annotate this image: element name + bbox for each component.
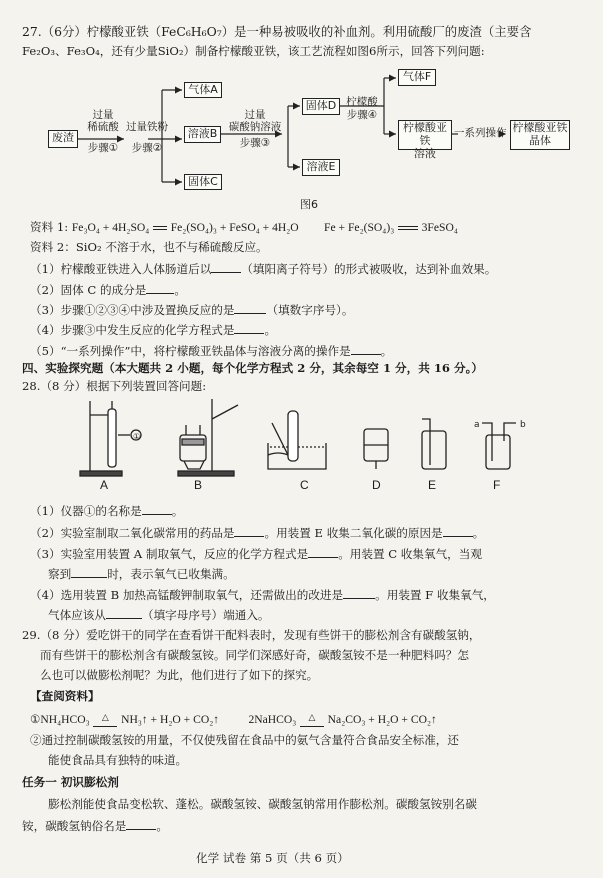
answer-blank[interactable] <box>234 321 264 334</box>
label-a: A <box>100 478 109 492</box>
q27-sub3-text: （3）步骤①②③④中涉及置换反应的是 <box>30 303 235 317</box>
gas-a-box: 气体A <box>184 82 222 98</box>
q29-task1-title: 任务一 初识膨松剂 <box>22 775 119 789</box>
solid-c-box: 固体C <box>184 174 222 190</box>
answer-blank[interactable] <box>234 301 266 314</box>
ref1-right: NH₃↑ + H₂O + CO₂↑ <box>121 713 220 726</box>
q29-ref2-line1: ②通过控制碳酸氢铵的用量，不仅使残留在食品中的氨气含量符合食品安全标准，还 <box>30 733 459 747</box>
answer-blank[interactable] <box>71 565 107 578</box>
apparatus-e <box>410 395 460 477</box>
circle-one-label: ① <box>133 432 141 441</box>
info1-eq2-left: Fe + Fe₂(SO₄)₃ <box>324 221 395 234</box>
q29-task-line2-text: 铵，碳酸氢钠俗名是 <box>22 819 127 833</box>
ref1b-right: Na₂CO₃ + H₂O + CO₂↑ <box>327 713 437 726</box>
q28-sub4-cont <box>48 606 270 623</box>
info1-eq1-right: Fe₂(SO₄)₃ + FeSO₄ + 4H₂O <box>170 221 299 234</box>
q28-sub4-cont-tail: （填字母序号）端通入。 <box>141 608 270 622</box>
process-flow-diagram <box>44 62 574 212</box>
ref1-left: ①NH₄HCO₃ <box>30 713 90 726</box>
heat-arrow-2: △ <box>300 711 324 727</box>
info1-label: 资料 1: <box>30 220 69 234</box>
citrate-crystal-box <box>510 120 570 150</box>
answer-blank[interactable] <box>443 524 473 537</box>
info1-line <box>30 220 458 235</box>
q28-sub4-text: （4）选用装置 B 加热高锰酸钾制取氧气，还需做出的改进是 <box>30 588 344 602</box>
q28-sub3-cont-tail: 时，表示氧气已收集满。 <box>107 567 235 581</box>
ref1b-left: 2NaHCO₃ <box>248 713 297 726</box>
step4-label: 步骤④ <box>346 109 378 121</box>
info1-eq2-right: 3FeSO₄ <box>421 221 458 234</box>
q28-sub4-mid: 。用装置 F 收集氧气， <box>375 588 495 602</box>
step4-reagent: 柠檬酸 <box>346 96 378 108</box>
series-operations: 一系列操作 <box>454 127 507 139</box>
q28-sub3 <box>30 545 482 562</box>
q29-ref2-line2: 能使食品具有独特的味道。 <box>48 753 188 767</box>
q27-sub2 <box>30 281 186 298</box>
waste-box: 废渣 <box>48 130 78 148</box>
answer-blank[interactable] <box>142 502 172 515</box>
step2-label: 步骤② <box>131 142 163 154</box>
step1-label: 步骤① <box>87 142 119 154</box>
answer-blank[interactable] <box>106 606 142 619</box>
port-b-label: b <box>520 420 526 430</box>
answer-blank[interactable] <box>351 342 381 355</box>
q27-sub5-text: （5）“一系列操作”中，将柠檬酸亚铁晶体与溶液分离的操作是 <box>30 344 351 358</box>
q29-task-line2 <box>22 817 168 834</box>
q27-line2: Fe₂O₃、Fe₃O₄，还有少量SiO₂）制备柠檬酸亚铁，该工艺流程如图6所示，回答下列问题: <box>22 44 485 58</box>
apparatus-d <box>352 395 402 477</box>
q28-sub2-mid: 。用装置 E 收集二氧化碳的原因是 <box>264 526 443 540</box>
apparatus-c <box>262 395 332 477</box>
q27-sub3 <box>30 301 353 318</box>
q27-sub4 <box>30 321 276 338</box>
answer-blank[interactable] <box>234 524 264 537</box>
q27-sub1-tail: （填阳离子符号）的形式被吸收，达到补血效果。 <box>241 262 497 276</box>
q27-sub4-tail: 。 <box>264 323 277 337</box>
q27-sub5-tail: 。 <box>380 344 393 358</box>
apparatus-f <box>470 395 530 477</box>
citrate-solution-line2: 溶液 <box>414 147 436 160</box>
answer-blank[interactable] <box>308 545 338 558</box>
page-footer: 化学 试卷 第 5 页（共 6 页） <box>196 851 349 865</box>
step3-reagent: 碳酸钠溶液 <box>228 121 282 133</box>
step3-label: 步骤③ <box>239 137 271 149</box>
q28-sub1 <box>30 502 183 519</box>
q28-sub3-mid: 。用装置 C 收集氧气，当观 <box>338 547 482 561</box>
citrate-solution-box <box>398 120 452 160</box>
equals-sign <box>398 226 418 230</box>
answer-blank[interactable] <box>146 281 174 294</box>
apparatus-b <box>172 395 242 477</box>
q28-sub4 <box>30 586 495 603</box>
step3-reagent-top: 过量 <box>244 109 266 121</box>
answer-blank[interactable] <box>126 817 156 830</box>
q28-sub1-text: （1）仪器①的名称是 <box>30 504 142 518</box>
q29-line3: 么也可以做膨松剂呢？为此，他们进行了如下的探究。 <box>40 668 319 682</box>
q27-sub1 <box>30 260 496 277</box>
q29-line1: 29.（8 分）爱吃饼干的同学在查看饼干配料表时，发现有些饼干的膨松剂含有碳酸氢钠， <box>22 628 481 642</box>
citrate-crystal-line1: 柠檬酸亚铁 <box>512 121 568 134</box>
q28-sub2-tail: 。 <box>472 526 485 540</box>
solid-d-box: 固体D <box>302 98 340 115</box>
step1-reagent-top: 过量 <box>92 109 114 121</box>
gas-f-box: 气体F <box>398 69 436 86</box>
q28-sub3-cont <box>48 565 235 582</box>
q28-sub3-cont-text: 察到 <box>48 567 72 581</box>
figure-caption: 图6 <box>300 198 318 211</box>
port-a-label: a <box>474 420 480 430</box>
label-d: D <box>372 478 381 492</box>
solution-e-box: 溶液E <box>302 159 340 176</box>
q27-sub4-text: （4）步骤③中发生反应的化学方程式是 <box>30 323 235 337</box>
step1-reagent: 稀硫酸 <box>87 121 119 133</box>
q28-sub2-text: （2）实验室制取二氧化碳常用的药品是 <box>30 526 235 540</box>
q28-sub3-text: （3）实验室用装置 A 制取氧气，反应的化学方程式是 <box>30 547 309 561</box>
label-c: C <box>300 478 309 492</box>
solution-b-box: 溶液B <box>184 126 221 143</box>
q28-header: 28.（8 分）根据下列装置回答问题: <box>22 379 207 393</box>
q27-line1: 27.（6分）柠檬酸亚铁（FeC₆H₆O₇）是一种易被吸收的补血剂。利用硫酸厂的废渣（主要含 <box>22 24 532 39</box>
q28-sub1-tail: 。 <box>171 504 184 518</box>
info2-line: 资料 2：SiO₂ 不溶于水，也不与稀硫酸反应。 <box>30 240 268 254</box>
info1-eq1-left: Fe₃O₄ + 4H₂SO₄ <box>71 221 150 234</box>
q27-sub2-tail: 。 <box>174 283 186 297</box>
q27-sub5 <box>30 342 392 359</box>
label-b: B <box>194 478 203 492</box>
heat-arrow-1: △ <box>93 711 117 727</box>
q29-task-line2-tail: 。 <box>156 819 168 833</box>
citrate-crystal-line2: 晶体 <box>529 134 551 147</box>
q29-ref1 <box>30 712 437 730</box>
apparatus-a <box>78 395 148 477</box>
q27-sub2-text: （2）固体 C 的成分是 <box>30 283 147 297</box>
q29-task-line1: 膨松剂能使食品变松软、蓬松。碳酸氢铵、碳酸氢钠常用作膨松剂。碳酸氢铵别名碳 <box>48 797 477 811</box>
label-f: F <box>493 478 501 492</box>
answer-blank[interactable] <box>343 586 375 599</box>
q27-sub1-text: （1）柠檬酸亚铁进入人体肠道后以 <box>30 262 212 276</box>
q28-sub4-cont-text: 气体应该从 <box>48 608 106 622</box>
q29-ref-title: 【查阅资料】 <box>30 689 100 703</box>
citrate-solution-line1: 柠檬酸亚铁 <box>403 121 447 147</box>
step2-reagent: 过量铁粉 <box>126 121 168 133</box>
equals-sign <box>153 226 167 230</box>
answer-blank[interactable] <box>211 260 241 273</box>
q27-sub3-tail: （填数字序号）。 <box>266 303 354 317</box>
q28-sub2 <box>30 524 484 541</box>
q29-line2: 而有些饼干的膨松剂含有碳酸氢铵。同学们深感好奇，碳酸氢铵不是一种肥料吗？怎 <box>40 648 469 662</box>
section4-title: 四、实验探究题（本大题共 2 小题，每个化学方程式 2 分，其余每空 1 分，共 16 分。） <box>22 361 484 375</box>
label-e: E <box>428 478 437 492</box>
